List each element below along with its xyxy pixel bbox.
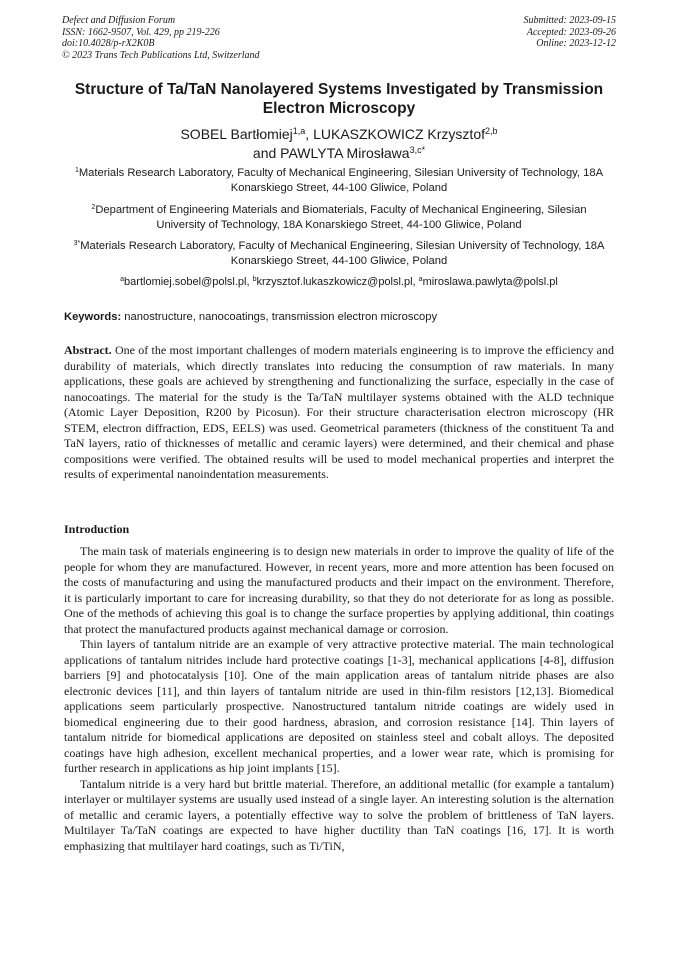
abstract [64,343,614,483]
journal-copyright: © 2023 Trans Tech Publications Ltd, Switzerland [62,49,260,61]
journal-doi[interactable]: doi:10.4028/p-rX2K0B [62,38,155,49]
affiliation-text: Department of Engineering Materials and Biomaterials, Faculty of Mechanical Engineering, Silesian University of Technology, 18A Konarskiego Street, 44-100 Gliwice, Poland [95,204,587,231]
email-sup: a [418,276,423,283]
author-sup: 3,c* [409,144,426,155]
author-and: and [252,144,281,161]
affiliation-text: Materials Research Laboratory, Faculty of Mechanical Engineering, Silesian University of Technology, 18A Konarskiego Street, 44-100 Gliwice, Poland [78,167,604,194]
affiliation-sup: 1 [74,167,79,174]
email-sup: a [120,276,125,283]
paragraph: The main task of materials engineering is to design new materials in order to improve the quality of life of the people for whom they are manufactured. However, in recent years, more and more attention has been focused on the costs of manufacturing and using the manufactured products and their impact on the environment. Therefore, it is particularly important to care for increasing durability, so that they do not deteriorate for as long as possible. One of the methods of achieving this goal is to change the surface properties by applying additional, thin coatings that protect the manufactured products against mechanical damage or corrosion. [64,544,614,636]
section-heading-introduction: Introduction [64,522,130,536]
paragraph: Tantalum nitride is a very hard but brittle material. Therefore, an additional metallic (for example a tantalum) interlayer or multilayer systems are usually used instead of a single layer. An interesting solution is the alternation of metallic and ceramic layers, a potentially effective way to solve the problem of brittleness of TaN layers. Multilayer Ta/TaN coatings are expected to have higher ductility than TaN coatings [16, 17]. It is worth emphasizing that multilayer hard coatings, such as Ti/TiN, [64,776,614,853]
affiliation-2 [70,203,608,232]
journal-header [62,15,260,61]
email-link[interactable]: krzysztof.lukaszkowicz@polsl.pl, [256,276,419,288]
author-sup: 2,b [485,126,498,136]
author-list [60,125,618,162]
journal-issn: ISSN: 1662-9507, Vol. 429, pp 219-226 [62,26,220,38]
author-name: LUKASZKOWICZ Krzysztof [313,126,485,142]
keywords [64,310,620,324]
author-name: PAWLYTA Mirosława [280,144,410,161]
abstract-text: One of the most important challenges of modern materials engineering is to improve the efficiency and durability of materials, which directly translates into reducing the consumption of raw materials. In many applications, these goals are achieved by strengthening and functionalizing the surface, especially in the case of nanocoatings. The material for the study is the Ta/TaN multilayer systems obtained with the ALD technique (Atomic Layer Deposition, R200 by Picosun). For their structure characterisation electron microscopy (HR STEM, electron diffraction, EDS, EELS) was used. Geometrical parameters (thickness of the constituent Ta and TaN layers, ratio of thicknesses of metallic and ceramic layers) were determined, and their chemical and phase compositions were verified. The obtained results will be used to model mechanical properties and interpret the results of experimental nanoindentation measurements. [64,343,614,481]
email-sup: b [252,276,257,283]
author-emails [60,275,618,289]
affiliation-sup: 3* [73,240,81,247]
date-online: Online: 2023-12-12 [536,38,616,49]
abstract-label: Abstract. [64,343,112,357]
date-submitted: Submitted: 2023-09-15 [523,15,616,26]
email-link[interactable]: miroslawa.pawlyta@polsl.pl [422,276,558,288]
author-name: SOBEL Bartłomiej [180,126,293,142]
affiliation-text: Materials Research Laboratory, Faculty of Mechanical Engineering, Silesian University of Technology, 18A Konarskiego Street, 44-100 Gliwice, Poland [80,240,605,267]
date-accepted: Accepted: 2023-09-26 [526,26,616,38]
paper-title: Structure of Ta/TaN Nanolayered Systems Investigated by Transmission Electron Microscopy [74,81,604,117]
paragraph: Thin layers of tantalum nitride are an example of very attractive protective material. The main technological applications of tantalum nitrides include hard protective coatings [1-3], mechanical applications [4-8], diffusion barriers [9] and photocatalysis [10]. One of the main application areas of tantalum nitride phases are also electronic devices [11], and thin layers of tantalum nitride are used in thin-film resistors [12,13]. Biomedical applications seem particularly prospective. Nanostructured tantalum nitride coatings are widely used in biomedical engineering due to their good hardness, abrasion, and corrosion resistance [14]. Thin layers of tantalum nitride for biomedical applications are deposited on stainless steel and cobalt alloys. The deposited coatings have high adhesion, excellent mechanical properties, and a lower wear rate, which is promising for further research in applications as hip joint implants [15]. [64,637,614,775]
author-separator: , [305,126,314,142]
keywords-text: nanostructure, nanocoatings, transmission electron microscopy [121,311,438,323]
keywords-label: Keywords: [64,311,122,323]
author-sup: 1,a [292,126,306,136]
email-link[interactable]: bartlomiej.sobel@polsl.pl, [124,276,253,288]
affiliation-3 [70,239,608,268]
introduction-body [64,544,614,854]
affiliation-sup: 2 [91,204,96,211]
affiliation-1 [70,166,608,195]
publication-dates [524,15,617,50]
journal-name: Defect and Diffusion Forum [62,15,176,26]
